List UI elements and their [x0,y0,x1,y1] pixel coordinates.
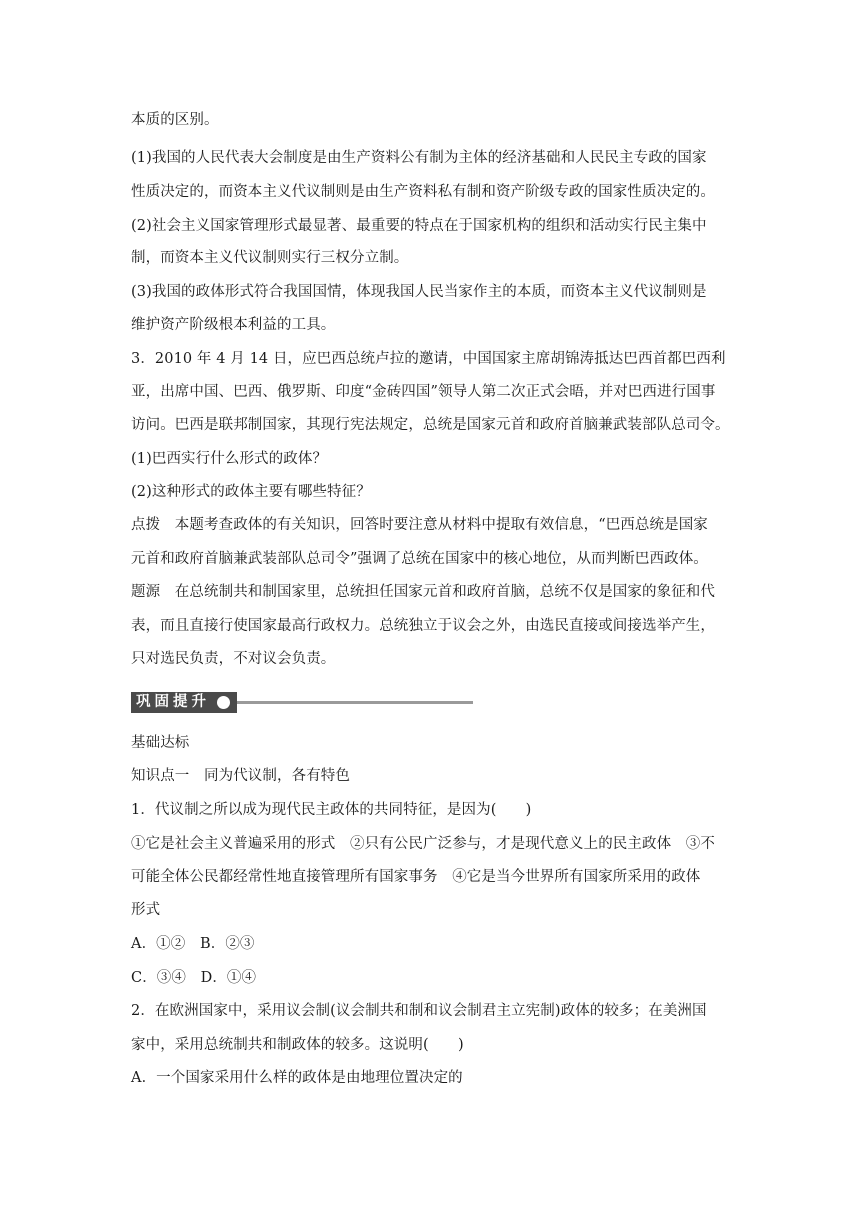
text-line: 亚，出席中国、巴西、俄罗斯、印度“金砖四国”领导人第二次正式会晤，并对巴西进行国事 [131,384,716,400]
section-banner-box [131,692,237,713]
text-line: 维护资产阶级根本利益的工具。 [131,317,336,333]
text-line: 元首和政府首脑兼武装部队总司令”强调了总统在国家中的核心地位，从而判断巴西政体。 [131,551,708,567]
text-line: 制，而资本主义代议制则实行三权分立制。 [131,250,409,266]
text-line: 表，而且直接行使国家最高行政权力。总统独立于议会之外，由选民直接或间接选举产生， [131,618,715,634]
text-line: (3)我国的政体形式符合我国国情，体现我国人民当家作主的本质，而资本主义代议制则是 [131,284,707,300]
answer-options: A．①② B．②③ [131,936,255,952]
text-line: (2)社会主义国家管理形式最显著、最重要的特点在于国家机构的组织和活动实行民主集中 [131,218,707,234]
knowledge-point-title: 知识点一 同为代议制，各有特色 [131,768,350,784]
question-2-line: 2．在欧洲国家中，采用议会制(议会制共和制和议会制君主立宪制)政体的较多；在美洲国 [131,1003,707,1019]
text-line: 可能全体公民都经常性地直接管理所有国家事务 ④它是当今世界所有国家所采用的政体 [131,869,701,885]
text-line: 形式 [131,902,161,918]
subsection-title: 基础达标 [131,735,190,751]
section-banner-title: 巩固提升 [136,694,210,710]
section-banner [131,692,473,713]
text-line: (1)巴西实行什么形式的政体？ [131,451,328,467]
source-line: 题源 在总统制共和制国家里，总统担任国家元首和政府首脑，总统不仅是国家的象征和代 [131,584,715,600]
answer-options: C．③④ D．①④ [131,970,257,986]
text-line: 访问。巴西是联邦制国家，其现行宪法规定，总统是国家元首和政府首脑兼武装部队总司令。 [131,417,730,433]
text-line: (1)我国的人民代表大会制度是由生产资料公有制为主体的经济基础和人民民主专政的国家 [131,150,707,166]
text-line: 本质的区别。 [131,112,219,128]
text-line: (2)这种形式的政体主要有哪些特征？ [131,484,371,500]
section-banner-rule [237,701,473,704]
question-1-line: 1．代议制之所以成为现代民主政体的共同特征，是因为( ) [131,802,532,818]
text-line: 性质决定的，而资本主义代议制则是由生产资料私有制和资产阶级专政的国家性质决定的。 [131,184,715,200]
question-3-line: 3．2010 年 4 月 14 日，应巴西总统卢拉的邀请，中国国家主席胡锦涛抵达巴西首都巴西利 [131,351,726,367]
text-line: 只对选民负责，不对议会负责。 [131,651,336,667]
text-line: 家中，采用总统制共和制政体的较多。这说明( ) [131,1037,464,1053]
hint-line: 点拨 本题考查政体的有关知识，回答时要注意从材料中提取有效信息，“巴西总统是国家 [131,517,708,533]
bullet-dot-icon [217,696,230,709]
text-line: ①它是社会主义普遍采用的形式 ②只有公民广泛参与，才是现代意义上的民主政体 ③不 [131,836,715,852]
answer-option-a: A．一个国家采用什么样的政体是由地理位置决定的 [131,1070,463,1086]
